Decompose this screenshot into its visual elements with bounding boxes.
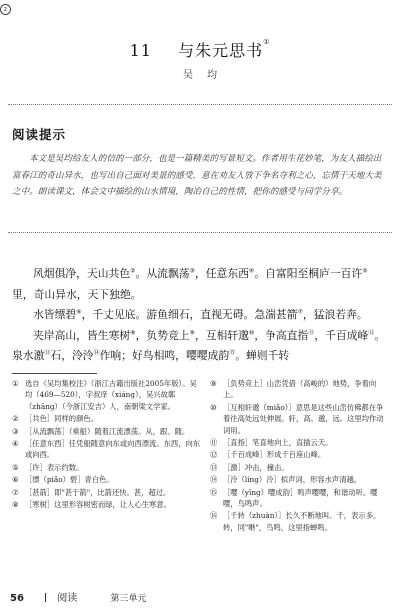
paragraph-1: 风烟俱净，天山共色②。从流飘荡③，任意东西④。自富阳至桐庐一百许⑤里，奇山异水，天下独绝。: [12, 267, 368, 301]
page-number: 56: [10, 593, 24, 604]
main-text: [12, 264, 388, 367]
footnote: ⑪ ［直指］笔直地向上，直插云天。: [210, 438, 333, 448]
paragraph-3: 夹岸高山，皆生寒树⑧，负势竞上⑨，互相轩邈⑩，争高直指⑪，千百成峰⑫。泉水激⑬石，泠泠⑭作响；好鸟相鸣，嘤嘤成韵⑮。蝉则千转: [12, 328, 386, 362]
footnote: ⑦ ［甚箭］即"甚于箭"，比箭还快。甚，超过。: [12, 487, 171, 497]
divider-top: [8, 104, 392, 105]
title-footnote-ref: ①: [263, 38, 271, 46]
footnote: ⑤ ［许］表示约数。: [12, 462, 84, 472]
footnote: ⑨ ［负势竞上］山峦凭借（高峻的）地势，争着向上。: [210, 379, 377, 400]
footer-divider: [45, 593, 46, 602]
paragraph-2: 水皆缥碧⑥，千丈见底。游鱼细石，直视无碍。急湍甚箭⑦，猛浪若奔。: [33, 308, 368, 321]
footer-section: 阅读: [57, 593, 78, 604]
footnote: ⑯ ［千转（zhuàn）］长久不断地叫。千，表示多。转，同"啭"，鸟鸣，这里指蝉鸣。: [210, 511, 381, 532]
footnote: ⑧ ［寒树］这里形容树密而绿，让人心生寒意。: [12, 500, 171, 510]
chapter-number: 11: [129, 41, 152, 60]
footnote-rule: [12, 373, 97, 374]
chapter-title: [0, 38, 400, 61]
footnotes-left: [12, 378, 204, 511]
chapter-title-text: 与朱元思书: [178, 41, 264, 60]
footnote: ⑬ ［激］冲击，撞击。: [210, 462, 289, 472]
footnote: ⑩ ［互相轩邈（miǎo）］意思是这些山峦仿佛都在争着往高处远处伸展。轩，高。邈，远。这里均作动词用。: [210, 402, 384, 435]
footer-unit: 第三单元: [110, 594, 147, 604]
corner-circle-mark: z: [0, 4, 11, 15]
author-name: 吴均: [183, 70, 231, 81]
divider-bottom: [8, 232, 392, 233]
footnote: ① 选自《吴均集校注》（浙江古籍出版社2005年版）。吴均（469—520），字叔庠（xiánɡ），吴兴故鄣（zhānɡ）（今浙江安吉）人，南朝梁文学家。: [12, 379, 197, 411]
page-footer: [10, 589, 147, 604]
footnote: ④ ［任意东西］任凭船随意向东或向西漂流。东西，向东或向西。: [12, 439, 201, 460]
footnote: ⑭ ［泠（línɡ）泠］拟声词，形容水声清越。: [210, 475, 362, 485]
footnote: ⑥ ［缥（piǎo）碧］青白色。: [12, 475, 114, 485]
footnote: ③ ［从流飘荡］（乘船）随着江流漂荡。从，跟、随。: [12, 426, 190, 436]
footnotes-right: [210, 378, 390, 534]
footnote: ② ［共色］同样的颜色。: [12, 414, 98, 424]
reading-tips-text: 本文是吴均给友人的信的一部分，也是一篇精美的写景短文。作者用生花妙笔，为友人描绘出富春江的奇山异水，也写出自己面对美景的感受，意在劝友人放下争名夺利之心，忘情于天地大美之中。朗读课文，体会文中描绘的山水情境，陶冶自己的性情，把你的感受与同学分享。: [12, 154, 382, 197]
footnote: ⑮ ［嘤（yīnɡ）嘤成韵］鸣声嘤嘤，和谐动听。嘤嘤，鸟鸣声。: [210, 487, 378, 509]
reading-tips-heading: 阅读提示: [12, 127, 67, 142]
footnote: ⑫ ［千百成峰］形成千百座山峰。: [210, 450, 326, 460]
